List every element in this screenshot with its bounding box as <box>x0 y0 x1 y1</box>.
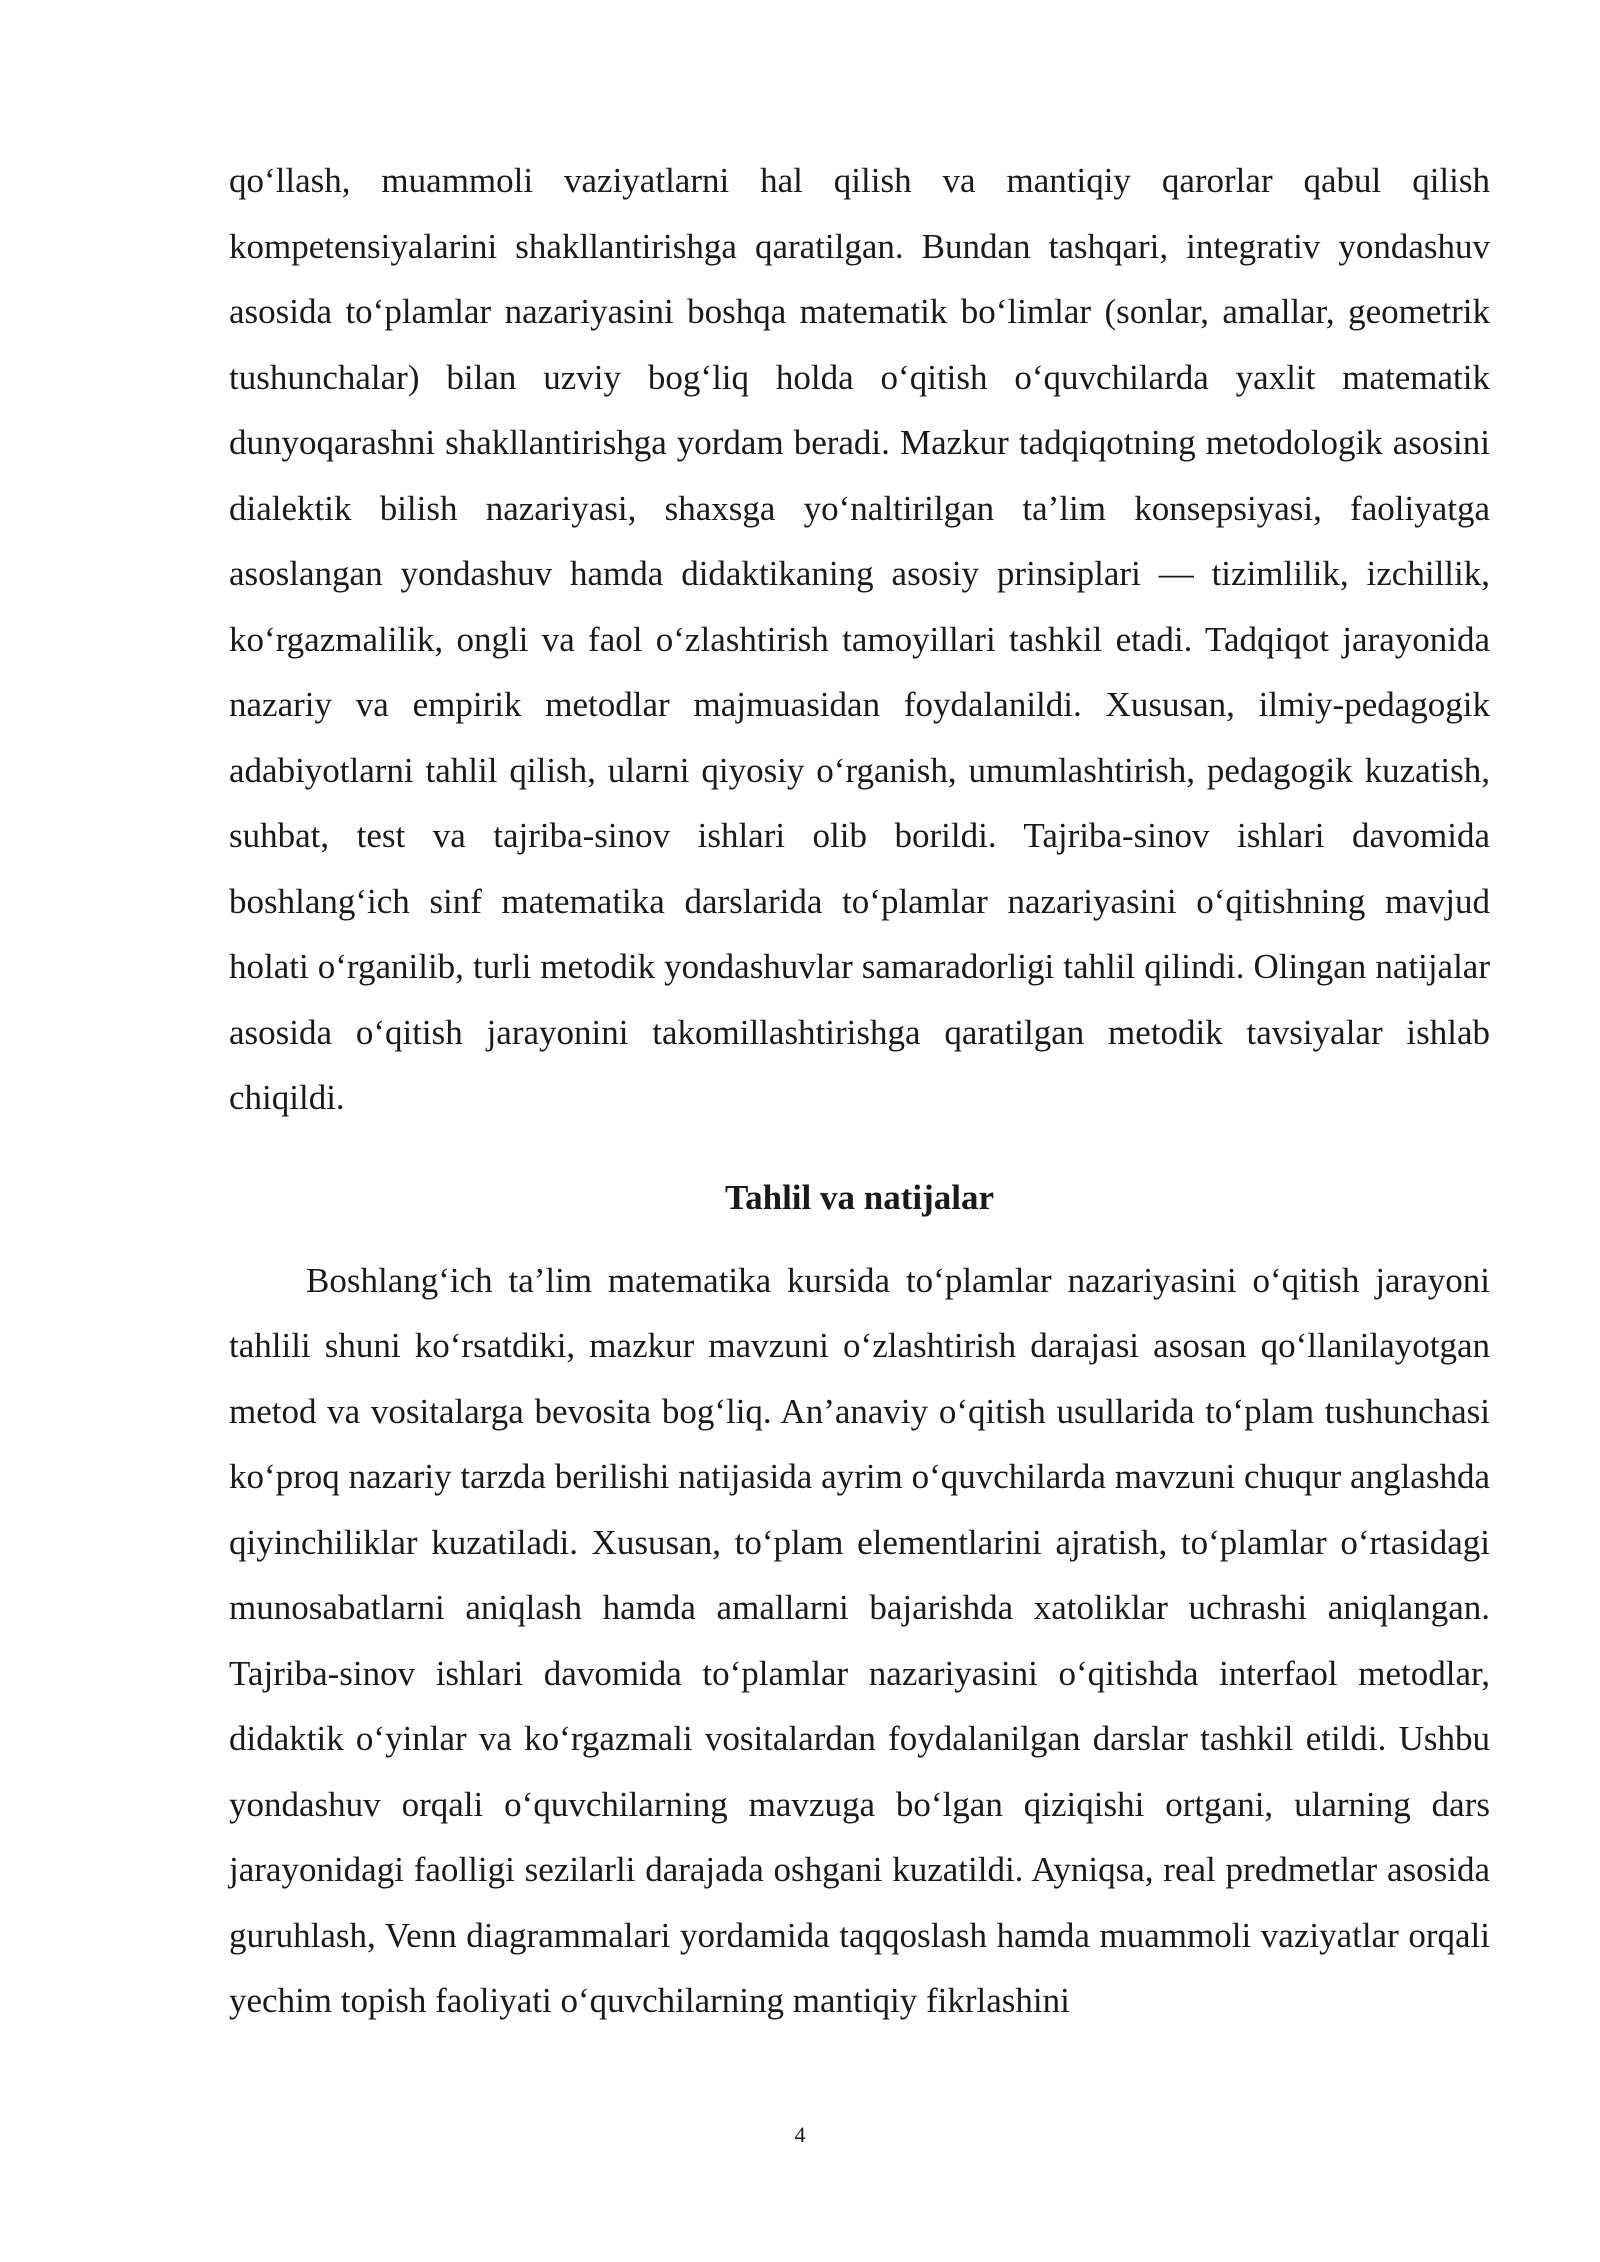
page-number: 4 <box>794 2122 806 2147</box>
body-paragraph-2: Boshlang‘ich ta’lim matematika kursida to‘plamlar nazariyasini o‘qitish jarayoni tahlili shuni ko‘rsatdiki, mazkur mavzuni o‘zlashtirish darajasi asosan qo‘llanilayotgan metod va vositalarga bevosita bog‘liq. An’anaviy o‘qitish usullarida to‘plam tushunchasi ko‘proq nazariy tarzda berilishi natijasida ayrim o‘quvchilarda mavzuni chuqur anglashda qiyinchiliklar kuzatiladi. Xususan, to‘plam elementlarini ajratish, to‘plamlar o‘rtasidagi munosabatlarni aniqlash hamda amallarni bajarishda xatoliklar uchrashi aniqlangan. Tajriba-sinov ishlari davomida to‘plamlar nazariyasini o‘qitishda interfaol metodlar, didaktik o‘yinlar va ko‘rgazmali vositalardan foydalanilgan darslar tashkil etildi. Ushbu yondashuv orqali o‘quvchilarning mavzuga bo‘lgan qiziqishi ortgani, ularning dars jarayonidagi faolligi sezilarli darajada oshgani kuzatildi. Ayniqsa, real predmetlar asosida guruhlash, Venn diagrammalari yordamida taqqoslash hamda muammoli vaziyatlar orqali yechim topish faoliyati o‘quvchilarning mantiqiy fikrlashini <box>229 1260 1490 2020</box>
body-paragraph-1: qo‘llash, muammoli vaziyatlarni hal qilish va mantiqiy qarorlar qabul qilish kompetensiyalarini shakllantirishga qaratilgan. Bundan tashqari, integrativ yondashuv asosida to‘plamlar nazariyasini boshqa matematik bo‘limlar (sonlar, amallar, geometrik tushunchalar) bilan uzviy bog‘liq holda o‘qitish o‘quvchilarda yaxlit matematik dunyoqarashni shakllantirishga yordam beradi. Mazkur tadqiqotning metodologik asosini dialektik bilish nazariyasi, shaxsga yo‘naltirilgan ta’lim konsepsiyasi, faoliyatga asoslangan yondashuv hamda didaktikaning asosiy prinsiplari — tizimlilik, izchillik, ko‘rgazmalilik, ongli va faol o‘zlashtirish tamoyillari tashkil etadi. Tadqiqot jarayonida nazariy va empirik metodlar majmuasidan foydalanildi. Xususan, ilmiy-pedagogik adabiyotlarni tahlil qilish, ularni qiyosiy o‘rganish, umumlashtirish, pedagogik kuzatish, suhbat, test va tajriba-sinov ishlari olib borildi. Tajriba-sinov ishlari davomida boshlang‘ich sinf matematika darslarida to‘plamlar nazariyasini o‘qitishning mavjud holati o‘rganilib, turli metodik yondashuvlar samaradorligi tahlil qilindi. Olingan natijalar asosida o‘qitish jarayonini takomillashtirishga qaratilgan metodik tavsiyalar ishlab chiqildi. <box>229 161 1490 1117</box>
document-page <box>229 148 1490 2034</box>
section-heading: Tahlil va natijalar <box>724 1177 995 1217</box>
